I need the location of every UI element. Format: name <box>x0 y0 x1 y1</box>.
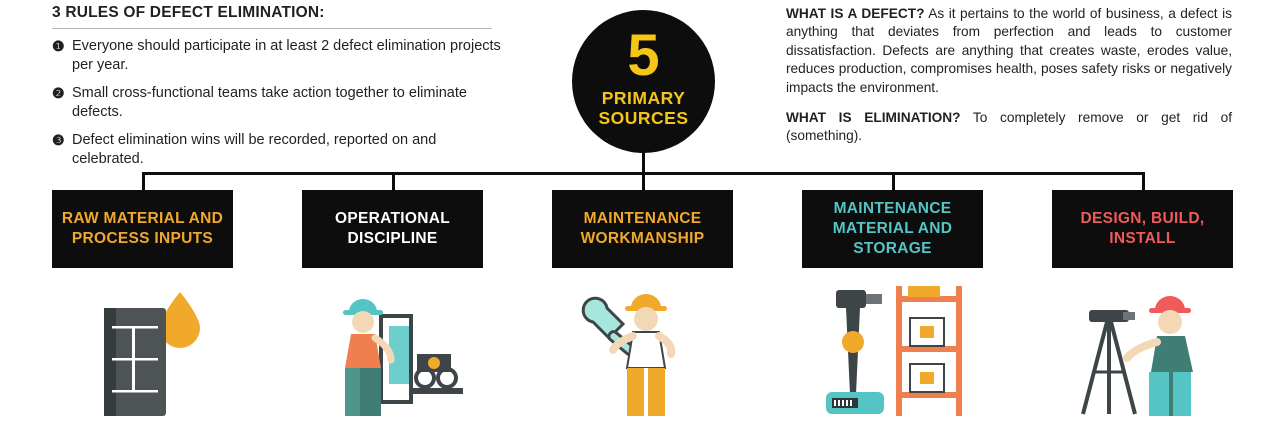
illustration-design-build-install <box>1052 282 1233 422</box>
rule-item <box>52 37 522 75</box>
rule-number: ❷ <box>52 85 65 101</box>
rule-item <box>52 84 522 122</box>
primary-sources-badge <box>572 10 715 153</box>
illustration-operational-discipline <box>302 282 483 422</box>
category-box-maintenance-material-storage[interactable] <box>802 190 983 268</box>
definition-elimination-body: To completely remove or get rid of (something). <box>786 110 1232 144</box>
category-box-raw-material[interactable] <box>52 190 233 268</box>
rule-item <box>52 131 522 169</box>
category-label: MAINTENANCE WORKMANSHIP <box>580 210 705 247</box>
connector-drop <box>392 172 395 192</box>
category-boxes <box>0 190 1262 272</box>
badge-line-2: SOURCES <box>598 107 689 128</box>
definitions-section <box>786 5 1232 158</box>
category-label: OPERATIONAL DISCIPLINE <box>335 210 450 247</box>
rule-text: Everyone should participate in at least 2 defect elimination projects per year. <box>72 38 501 73</box>
category-box-operational-discipline[interactable] <box>302 190 483 268</box>
oil-drum-icon <box>68 282 218 420</box>
category-label: DESIGN, BUILD, INSTALL <box>1080 210 1205 247</box>
rule-text: Small cross-functional teams take action together to eliminate defects. <box>72 85 467 120</box>
badge-line-1: PRIMARY <box>601 87 686 108</box>
definition-defect-heading: WHAT IS A DEFECT? <box>786 6 925 21</box>
category-box-maintenance-workmanship[interactable] <box>552 190 733 268</box>
definition-elimination-heading: WHAT IS ELIMINATION? <box>786 110 961 126</box>
category-box-design-build-install[interactable] <box>1052 190 1233 268</box>
surveyor-tripod-icon <box>1063 282 1223 420</box>
definition-defect <box>786 5 1232 97</box>
rules-section <box>52 4 522 178</box>
rule-text: Defect elimination wins will be recorded, reported on and celebrated. <box>72 132 437 167</box>
connector-stem <box>642 152 645 174</box>
definition-defect-body: As it pertains to the world of business, a defect is anything that deviates from perfection and leads to customer dissatisfaction. Defects are anything that creates waste, erodes value, reduces production, compromises health, poses safety risks or negatively impacts the environment. <box>786 6 1232 95</box>
rules-divider <box>52 28 492 29</box>
rule-number: ❶ <box>52 38 65 54</box>
illustration-raw-material <box>52 282 233 422</box>
worker-machine-icon <box>313 282 473 420</box>
illustration-maintenance-material-storage <box>802 282 983 422</box>
connector-drop <box>142 172 145 192</box>
connector-drop <box>1142 172 1145 192</box>
badge-number: 5 <box>627 22 660 88</box>
category-label: MAINTENANCE MATERIAL AND STORAGE <box>832 200 953 257</box>
connector-drop <box>892 172 895 192</box>
category-label: RAW MATERIAL AND PROCESS INPUTS <box>61 210 224 247</box>
definition-elimination <box>786 109 1232 146</box>
warehouse-robot-icon <box>810 282 975 420</box>
rules-title: 3 RULES OF DEFECT ELIMINATION: <box>52 4 325 21</box>
technician-wrench-icon <box>573 282 713 420</box>
connector-drop <box>642 172 645 192</box>
rule-number: ❸ <box>52 132 65 148</box>
illustration-maintenance-workmanship <box>552 282 733 422</box>
